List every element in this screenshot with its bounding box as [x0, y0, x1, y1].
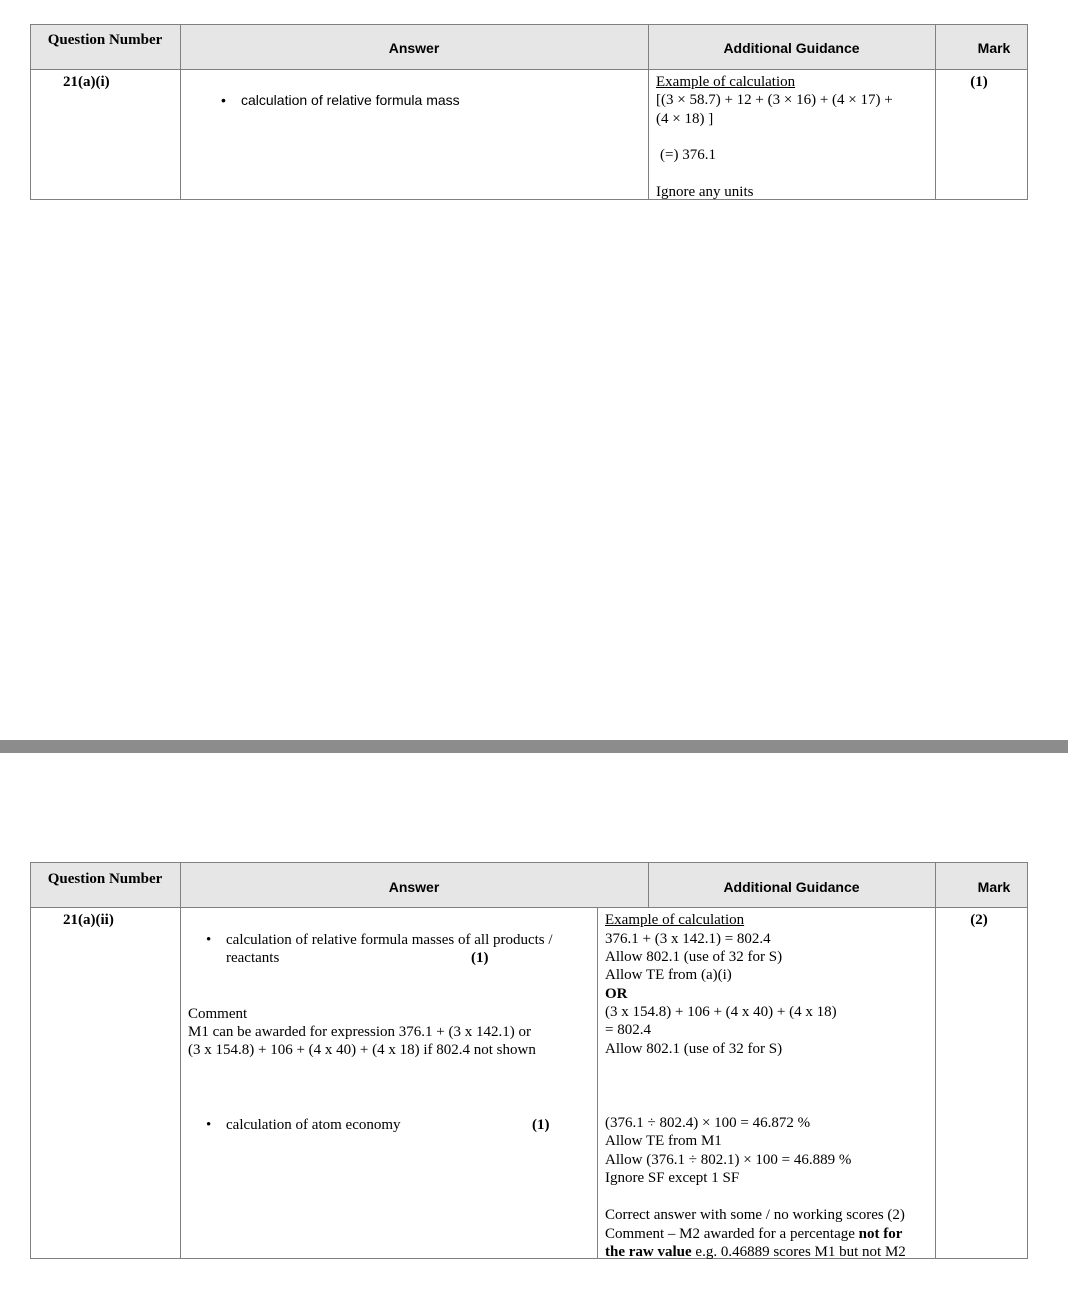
table1-header-mark: Mark	[977, 40, 1011, 56]
table1-header-question-number: Question Number	[47, 32, 163, 48]
table2-header-answer: Answer	[388, 879, 440, 895]
q2-guidance-ae-line3: Allow (376.1 ÷ 802.1) × 100 = 46.889 %	[605, 1152, 852, 1168]
q2-guidance-line2: Allow 802.1 (use of 32 for S)	[605, 949, 783, 965]
q2-comment-heading: Comment	[188, 1006, 248, 1022]
table1-col-rule-3	[935, 24, 936, 200]
q2-number: 21(a)(ii)	[63, 912, 114, 928]
table2-header-guidance: Additional Guidance	[723, 879, 860, 895]
q2-answer-bullet1-line2: reactants	[226, 950, 280, 966]
q2-answer-bullet1-mark: (1)	[471, 950, 489, 966]
q1-answer-bullet: • calculation of relative formula mass	[241, 92, 460, 109]
q2-mark: (2)	[970, 912, 988, 928]
q2-guidance-line3: Allow TE from (a)(i)	[605, 967, 732, 983]
q1-guidance-example-heading: Example of calculation	[656, 74, 796, 90]
table2-header-question-number: Question Number	[47, 871, 163, 887]
q2-guidance-final-line3-bold: the raw value	[605, 1244, 692, 1260]
q1-guidance-result: (=) 376.1	[660, 147, 716, 163]
q2-guidance-final-line3	[605, 1243, 906, 1261]
page-divider	[0, 740, 1068, 753]
q2-guidance-ae-line2: Allow TE from M1	[605, 1133, 722, 1149]
q2-guidance-final-line2-text: Comment – M2 awarded for a percentage	[605, 1226, 859, 1242]
q2-comment-line2: (3 x 154.8) + 106 + (4 x 40) + (4 x 18) if 802.4 not shown	[188, 1042, 536, 1058]
q2-comment-line1: M1 can be awarded for expression 376.1 + (3 x 142.1) or	[188, 1024, 531, 1040]
q2-guidance-line4: (3 x 154.8) + 106 + (4 x 40) + (4 x 18)	[605, 1004, 837, 1020]
q2-answer-bullet2-mark: (1)	[532, 1117, 550, 1133]
q2-guidance-ae-line1: (376.1 ÷ 802.4) × 100 = 46.872 %	[605, 1115, 811, 1131]
q2-guidance-or: OR	[605, 986, 628, 1002]
q1-guidance-ignore-units: Ignore any units	[656, 184, 754, 200]
table2-col-rule-1	[180, 862, 181, 1259]
q1-guidance-calc-line1: [(3 × 58.7) + 12 + (3 × 16) + (4 × 17) +	[656, 92, 893, 108]
table2-header-mark: Mark	[977, 879, 1011, 895]
q2-guidance-ae-line4: Ignore SF except 1 SF	[605, 1170, 740, 1186]
q1-guidance-calc-line2: (4 × 18) ]	[656, 111, 714, 127]
q2-guidance-line6: Allow 802.1 (use of 32 for S)	[605, 1041, 783, 1057]
q2-guidance-final-line2	[605, 1225, 902, 1243]
q2-guidance-final-line2-bold: not for	[858, 1226, 903, 1242]
q1-number: 21(a)(i)	[63, 74, 110, 90]
table2-col-rule-2-body	[597, 907, 598, 1259]
q2-guidance-line5: = 802.4	[605, 1022, 651, 1038]
q2-guidance-final-line1: Correct answer with some / no working scores (2)	[605, 1207, 905, 1223]
q2-guidance-final-line3-text: e.g. 0.46889 scores M1 but not M2	[691, 1244, 906, 1260]
q2-guidance-example-heading: Example of calculation	[605, 912, 745, 928]
table1-header-guidance: Additional Guidance	[723, 40, 860, 56]
table1-header-answer: Answer	[388, 40, 440, 56]
q2-answer-bullet1-line1: • calculation of relative formula masses of all products /	[226, 931, 553, 949]
q2-guidance-line1: 376.1 + (3 x 142.1) = 802.4	[605, 931, 771, 947]
q2-answer-bullet2: • calculation of atom economy	[226, 1116, 401, 1134]
q1-mark: (1)	[970, 74, 988, 90]
